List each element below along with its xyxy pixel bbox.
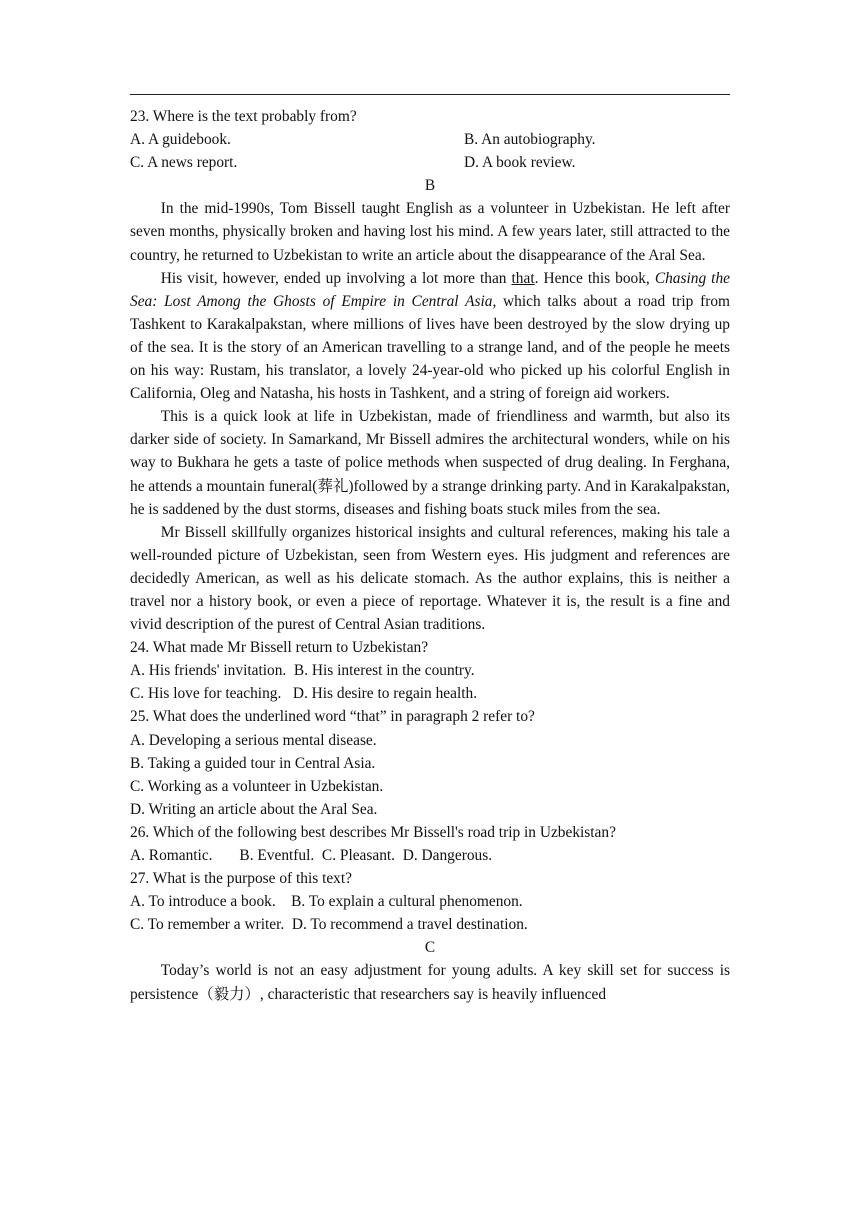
paragraph-2-text-mid: . Hence this book, bbox=[534, 269, 655, 287]
question-23-options-row-1 bbox=[130, 128, 730, 151]
passage-c-paragraph-1: Today’s world is not an easy adjustment for young adults. A key skill set for success is persistence（毅力）, characteristic that researchers say is heavily influenced bbox=[130, 962, 730, 1003]
header-rule bbox=[130, 94, 730, 95]
option-d: D. A book review. bbox=[464, 154, 576, 172]
option-b: B. An autobiography. bbox=[464, 131, 596, 149]
question-23: 23. Where is the text probably from? bbox=[130, 108, 357, 125]
question-25: 25. What does the underlined word “that” in paragraph 2 refer to? bbox=[130, 708, 535, 726]
question-25-option-d: D. Writing an article about the Aral Sea. bbox=[130, 800, 378, 818]
passage-b-paragraph-4: Mr Bissell skillfully organizes historical insights and cultural references, making his tale a well-rounded picture of Uzbekistan, seen from Western eyes. His judgment and references are decidedly American, as well as his delicate stomach. As the author explains, this is neither a travel nor a history book, or even a piece of reportage. Whatever it is, the result is a fine and vivid description of the purest of Central Asian traditions. bbox=[130, 523, 730, 634]
question-24: 24. What made Mr Bissell return to Uzbekistan? bbox=[130, 639, 429, 657]
paragraph-2-text-start: His visit, however, ended up involving a lot more than bbox=[160, 269, 512, 287]
section-b-heading: B bbox=[424, 177, 436, 195]
document-page bbox=[130, 94, 730, 1006]
question-27: 27. What is the purpose of this text? bbox=[130, 870, 352, 888]
option-a: A. A guidebook. bbox=[130, 131, 231, 149]
section-c-heading: C bbox=[424, 939, 436, 957]
question-27-options-line-2: C. To remember a writer. D. To recommend a travel destination. bbox=[130, 916, 528, 934]
question-25-option-b: B. Taking a guided tour in Central Asia. bbox=[130, 754, 376, 772]
question-25-option-c: C. Working as a volunteer in Uzbekistan. bbox=[130, 777, 384, 795]
underlined-word-that: that bbox=[511, 269, 535, 287]
question-24-options-line-1: A. His friends' invitation. B. His interest in the country. bbox=[130, 662, 475, 680]
question-26-options: A. Romantic. B. Eventful. C. Pleasant. D. Dangerous. bbox=[130, 847, 493, 864]
question-24-options-line-2: C. His love for teaching. D. His desire to regain health. bbox=[130, 685, 478, 703]
question-26: 26. Which of the following best describes Mr Bissell's road trip in Uzbekistan? bbox=[130, 823, 616, 841]
passage-b-paragraph-3: This is a quick look at life in Uzbekistan, made of friendliness and warmth, but also its darker side of society. In Samarkand, Mr Bissell admires the architectural wonders, while on his way to Bukhara he gets a taste of police methods when suspected of drug dealing. In Ferghana, he attends a mountain funeral(葬礼)followed by a strange drinking party. And in Karakalpakstan, he is saddened by the dust storms, diseases and fishing boats stuck miles from the sea. bbox=[130, 408, 730, 518]
book-title: Chasing the Sea: Lost Among the Ghosts of Empire in Central Asia bbox=[130, 269, 730, 310]
question-27-options-line-1: A. To introduce a book. B. To explain a cultural phenomenon. bbox=[130, 893, 523, 911]
passage-b-paragraph-2 bbox=[130, 267, 730, 406]
paragraph-2-text-end: , which talks about a road trip from Tashkent to Karakalpakstan, where millions of lives have been destroyed by the slow drying up of the sea. It is the story of an American travelling to a strange land, and of the people he meets on his way: Rustam, his translator, a lovely 24-year-old who picked up his colorful English in California, Oleg and Natasha, his hosts in Tashkent, and a string of foreign aid workers. bbox=[130, 292, 730, 403]
question-25-option-a: A. Developing a serious mental disease. bbox=[130, 731, 377, 749]
question-23-options-row-2 bbox=[130, 151, 730, 174]
passage-b-paragraph-1: In the mid-1990s, Tom Bissell taught English as a volunteer in Uzbekistan. He left after seven months, physically broken and having lost his mind. A few years later, still attracted to the country, he returned to Uzbekistan to write an article about the disappearance of the Aral Sea. bbox=[130, 200, 730, 264]
option-c: C. A news report. bbox=[130, 154, 238, 172]
